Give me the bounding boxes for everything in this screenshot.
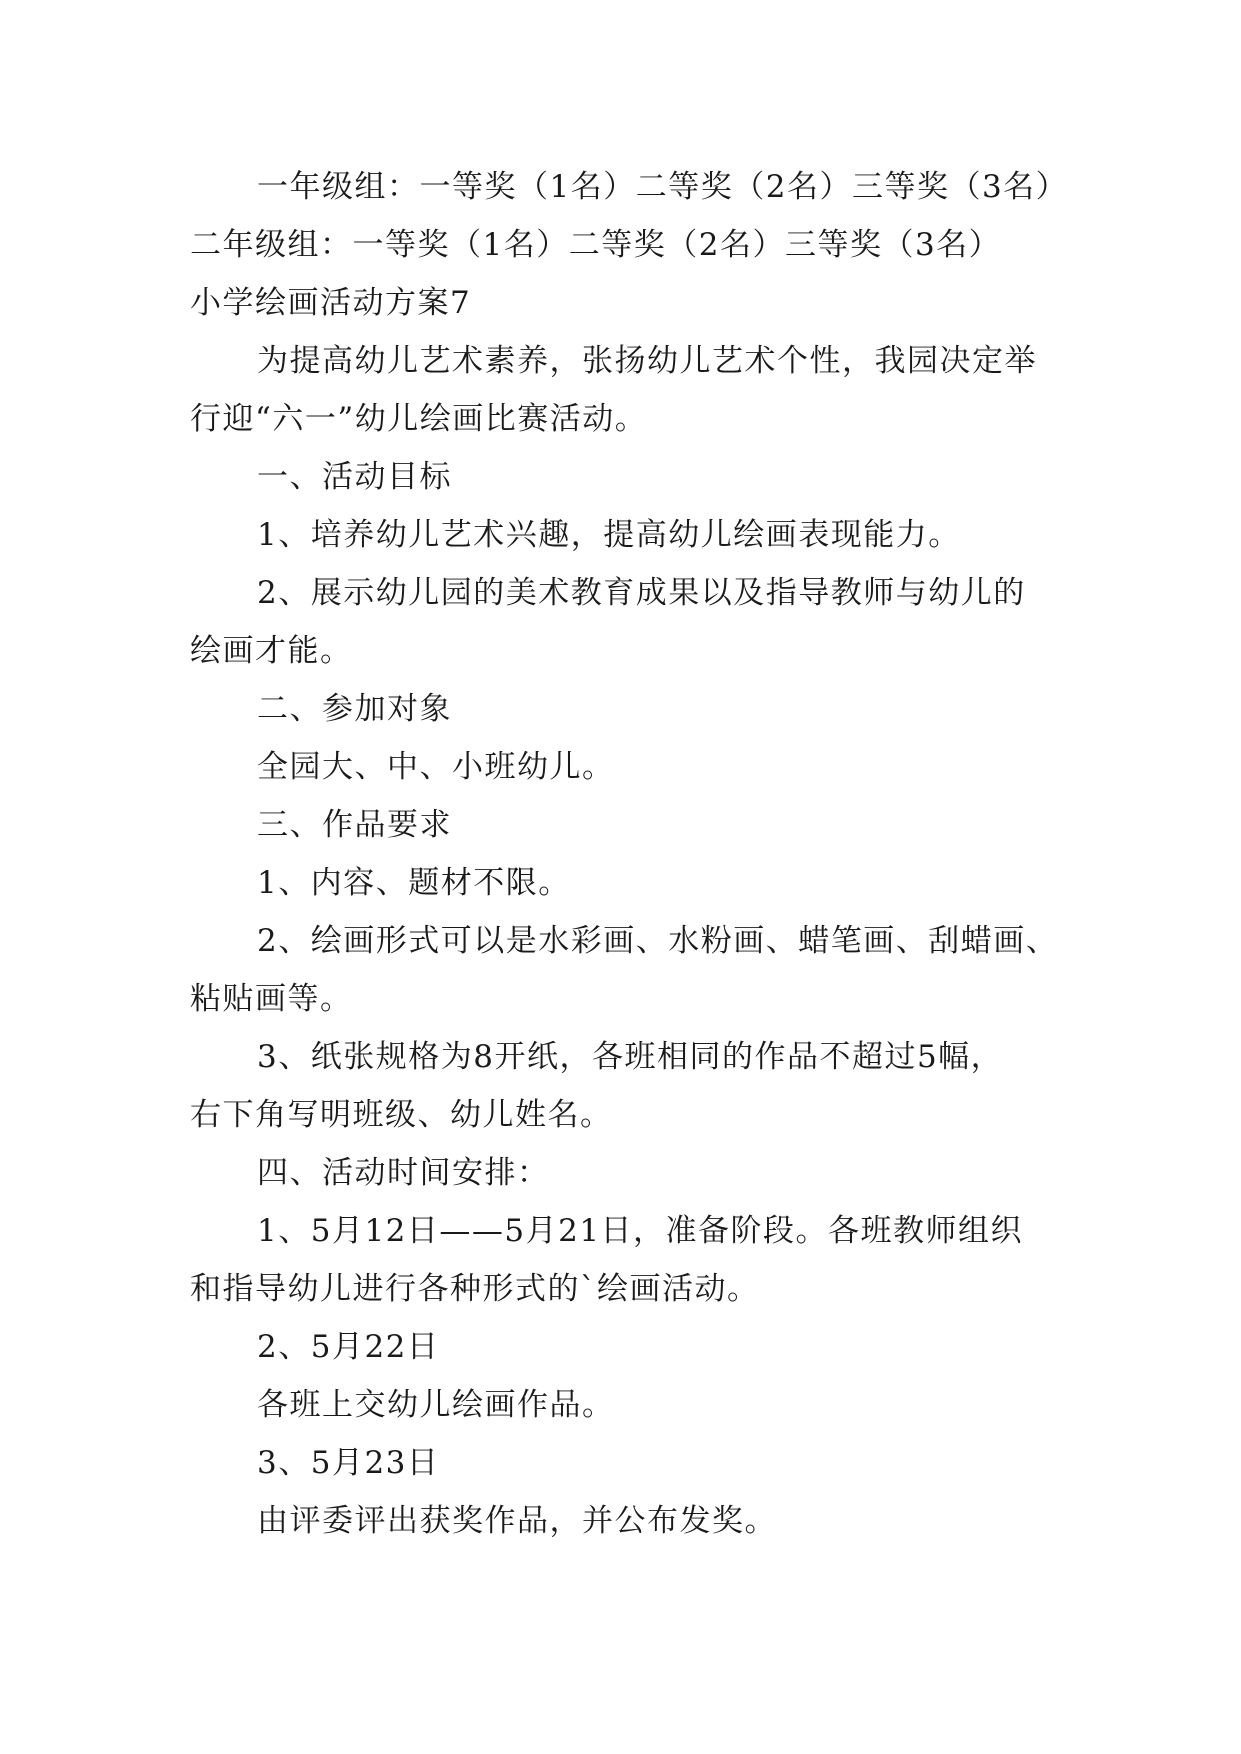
intro-paragraph-line-2: 行迎“六一”幼儿绘画比赛活动。: [190, 401, 648, 437]
section-title: 小学绘画活动方案7: [190, 285, 472, 321]
heading-goals: 一、活动目标: [257, 459, 452, 495]
requirement-item-2-line-2: 粘贴画等。: [190, 981, 353, 1017]
grade-two-awards-line: 二年级组：一等奖（1名）二等奖（2名）三等奖（3名）: [190, 227, 1002, 263]
requirement-item-1: 1、内容、题材不限。: [257, 865, 571, 901]
goal-item-2-line-1: 2、展示幼儿园的美术教育成果以及指导教师与幼儿的: [257, 575, 1026, 611]
requirement-item-3-line-1: 3、纸张规格为8开纸，各班相同的作品不超过5幅，: [257, 1039, 1004, 1075]
requirement-item-2-line-1: 2、绘画形式可以是水彩画、水粉画、蜡笔画、刮蜡画、: [257, 923, 1059, 959]
schedule-item-3-date: 3、5月23日: [257, 1445, 440, 1481]
intro-paragraph-line-1: 为提高幼儿艺术素养，张扬幼儿艺术个性，我园决定举: [257, 343, 1037, 379]
goal-item-1: 1、培养幼儿艺术兴趣，提高幼儿绘画表现能力。: [257, 517, 961, 553]
heading-requirements: 三、作品要求: [257, 807, 452, 843]
schedule-item-2-text: 各班上交幼儿绘画作品。: [257, 1387, 615, 1423]
requirement-item-3-line-2: 右下角写明班级、幼儿姓名。: [190, 1097, 613, 1133]
heading-schedule: 四、活动时间安排：: [257, 1155, 550, 1191]
participants-text: 全园大、中、小班幼儿。: [257, 749, 615, 785]
heading-participants: 二、参加对象: [257, 691, 452, 727]
goal-item-2-line-2: 绘画才能。: [190, 633, 353, 669]
schedule-item-1-line-1: 1、5月12日——5月21日，准备阶段。各班教师组织: [257, 1213, 1024, 1249]
schedule-item-3-text: 由评委评出获奖作品，并公布发奖。: [257, 1503, 777, 1539]
schedule-item-2-date: 2、5月22日: [257, 1329, 440, 1365]
schedule-item-1-line-2: 和指导幼儿进行各种形式的`绘画活动。: [190, 1271, 760, 1307]
grade-one-awards-line: 一年级组：一等奖（1名）二等奖（2名）三等奖（3名）: [257, 169, 1069, 205]
